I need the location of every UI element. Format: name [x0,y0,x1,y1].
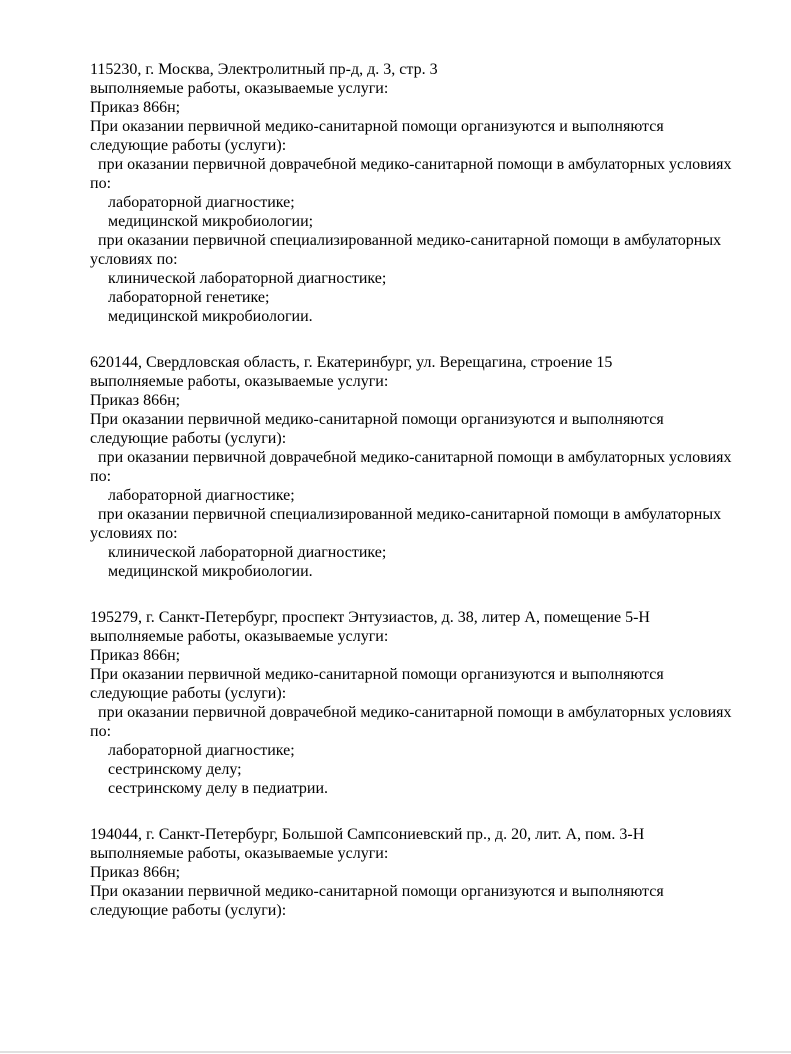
order-reference: Приказ 866н; [90,647,181,664]
service-group-heading: при оказании первичной доврачебной медико-санитарной помощи в амбулаторных условиях по: [90,449,732,485]
works-services-label: выполняемые работы, оказываемые услуги: [90,845,389,862]
intro-paragraph: При оказании первичной медико-санитарной помощи организуются и выполняются следующие работы (услуги): [90,118,664,154]
service-item: клинической лабораторной диагностике; [108,544,387,561]
section-address: 195279, г. Санкт-Петербург, проспект Энтузиастов, д. 38, литер А, помещение 5-Н [90,609,650,626]
service-item: медицинской микробиологии; [108,213,314,230]
order-reference: Приказ 866н; [90,99,181,116]
service-item: лабораторной диагностике; [108,487,295,504]
section-address: 115230, г. Москва, Электролитный пр-д, д. 3, стр. 3 [90,61,438,78]
intro-paragraph: При оказании первичной медико-санитарной помощи организуются и выполняются следующие работы (услуги): [90,883,664,919]
license-address-section [90,608,740,798]
section-address: 194044, г. Санкт-Петербург, Большой Сампсониевский пр., д. 20, лит. А, пом. 3-Н [90,826,645,843]
license-address-section [90,353,740,581]
service-group-heading: при оказании первичной специализированной медико-санитарной помощи в амбулаторных условиях по: [90,506,722,542]
service-item: медицинской микробиологии. [108,563,313,580]
service-group-heading: при оказании первичной специализированной медико-санитарной помощи в амбулаторных условиях по: [90,232,722,268]
service-item: клинической лабораторной диагностике; [108,270,387,287]
license-address-section [90,825,740,920]
document-body [90,60,740,920]
service-item: лабораторной генетике; [108,289,270,306]
service-group-heading: при оказании первичной доврачебной медико-санитарной помощи в амбулаторных условиях по: [90,704,732,740]
page-bottom-divider [0,1051,791,1053]
service-group-heading: при оказании первичной доврачебной медико-санитарной помощи в амбулаторных условиях по: [90,156,732,192]
works-services-label: выполняемые работы, оказываемые услуги: [90,628,389,645]
works-services-label: выполняемые работы, оказываемые услуги: [90,80,389,97]
service-item: сестринскому делу в педиатрии. [108,780,329,797]
section-address: 620144, Свердловская область, г. Екатеринбург, ул. Верещагина, строение 15 [90,354,613,371]
order-reference: Приказ 866н; [90,864,181,881]
works-services-label: выполняемые работы, оказываемые услуги: [90,373,389,390]
intro-paragraph: При оказании первичной медико-санитарной помощи организуются и выполняются следующие работы (услуги): [90,666,664,702]
service-item: лабораторной диагностике; [108,742,295,759]
order-reference: Приказ 866н; [90,392,181,409]
intro-paragraph: При оказании первичной медико-санитарной помощи организуются и выполняются следующие работы (услуги): [90,411,664,447]
license-address-section [90,60,740,326]
service-item: лабораторной диагностике; [108,194,295,211]
service-item: медицинской микробиологии. [108,308,313,325]
service-item: сестринскому делу; [108,761,242,778]
